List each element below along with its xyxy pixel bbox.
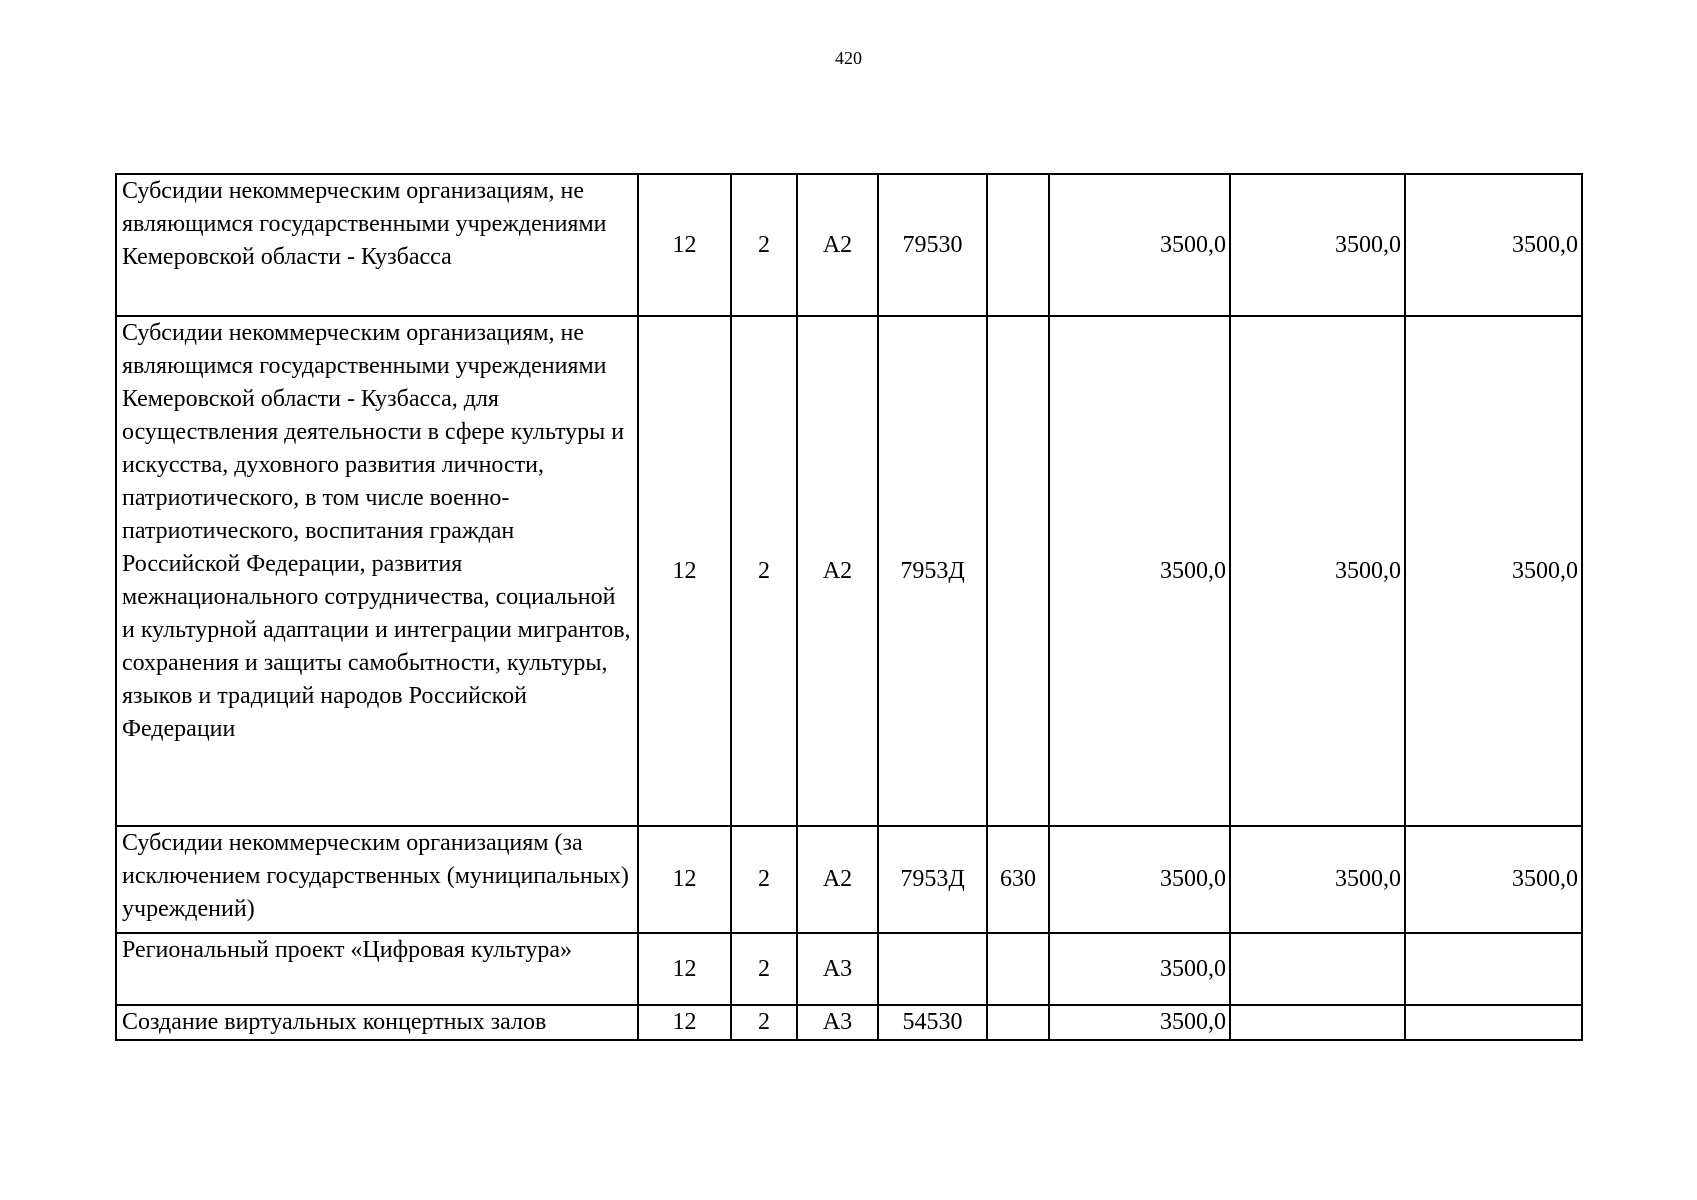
section-code: 12 (638, 826, 731, 933)
row-name: Субсидии некоммерческим организациям, не являющимся государственными учреждениями Кемеровской области - Кузбасса (116, 174, 638, 316)
program-code: А3 (797, 933, 878, 1005)
row-name: Региональный проект «Цифровая культура» (116, 933, 638, 1005)
amount-2 (1230, 1005, 1405, 1040)
amount-2: 3500,0 (1230, 316, 1405, 826)
direction-code: 7953Д (878, 316, 987, 826)
amount-1: 3500,0 (1049, 826, 1230, 933)
subsection-code: 2 (731, 826, 797, 933)
amount-1: 3500,0 (1049, 174, 1230, 316)
section-code: 12 (638, 316, 731, 826)
program-code: А2 (797, 826, 878, 933)
section-code: 12 (638, 174, 731, 316)
direction-code: 79530 (878, 174, 987, 316)
subsection-code: 2 (731, 174, 797, 316)
subsection-code: 2 (731, 1005, 797, 1040)
section-code: 12 (638, 1005, 731, 1040)
amount-3 (1405, 933, 1582, 1005)
row-name: Субсидии некоммерческим организациям, не являющимся государственными учреждениями Кемеровской области - Кузбасса, для осуществления деятельности в сфере культуры и искусства, духовного развития личности, патриотического, в том числе военно-патриотического, воспитания граждан Российской Федерации, развития межнационального сотрудничества, социальной и культурной адаптации и интеграции мигрантов, сохранения и защиты самобытности, культуры, языков и традиций народов Российской Федерации (116, 316, 638, 826)
table-row (116, 1005, 1582, 1040)
amount-2: 3500,0 (1230, 174, 1405, 316)
amount-3: 3500,0 (1405, 316, 1582, 826)
amount-3 (1405, 1005, 1582, 1040)
amount-2: 3500,0 (1230, 826, 1405, 933)
program-code: А2 (797, 174, 878, 316)
amount-1: 3500,0 (1049, 316, 1230, 826)
page-number: 420 (835, 48, 862, 68)
row-name: Субсидии некоммерческим организациям (за исключением государственных (муниципальных) учреждений) (116, 826, 638, 933)
expense-type-code: 630 (987, 826, 1049, 933)
program-code: А2 (797, 316, 878, 826)
table-row (116, 316, 1582, 826)
subsection-code: 2 (731, 933, 797, 1005)
subsection-code: 2 (731, 316, 797, 826)
table-row (116, 174, 1582, 316)
direction-code: 7953Д (878, 826, 987, 933)
expense-type-code (987, 316, 1049, 826)
direction-code: 54530 (878, 1005, 987, 1040)
amount-1: 3500,0 (1049, 1005, 1230, 1040)
amount-3: 3500,0 (1405, 826, 1582, 933)
program-code: А3 (797, 1005, 878, 1040)
direction-code (878, 933, 987, 1005)
expense-type-code (987, 174, 1049, 316)
row-name: Создание виртуальных концертных залов (116, 1005, 638, 1040)
amount-1: 3500,0 (1049, 933, 1230, 1005)
expense-type-code (987, 1005, 1049, 1040)
budget-table (115, 173, 1583, 1041)
table-row (116, 933, 1582, 1005)
amount-2 (1230, 933, 1405, 1005)
table-row (116, 826, 1582, 933)
expense-type-code (987, 933, 1049, 1005)
section-code: 12 (638, 933, 731, 1005)
amount-3: 3500,0 (1405, 174, 1582, 316)
